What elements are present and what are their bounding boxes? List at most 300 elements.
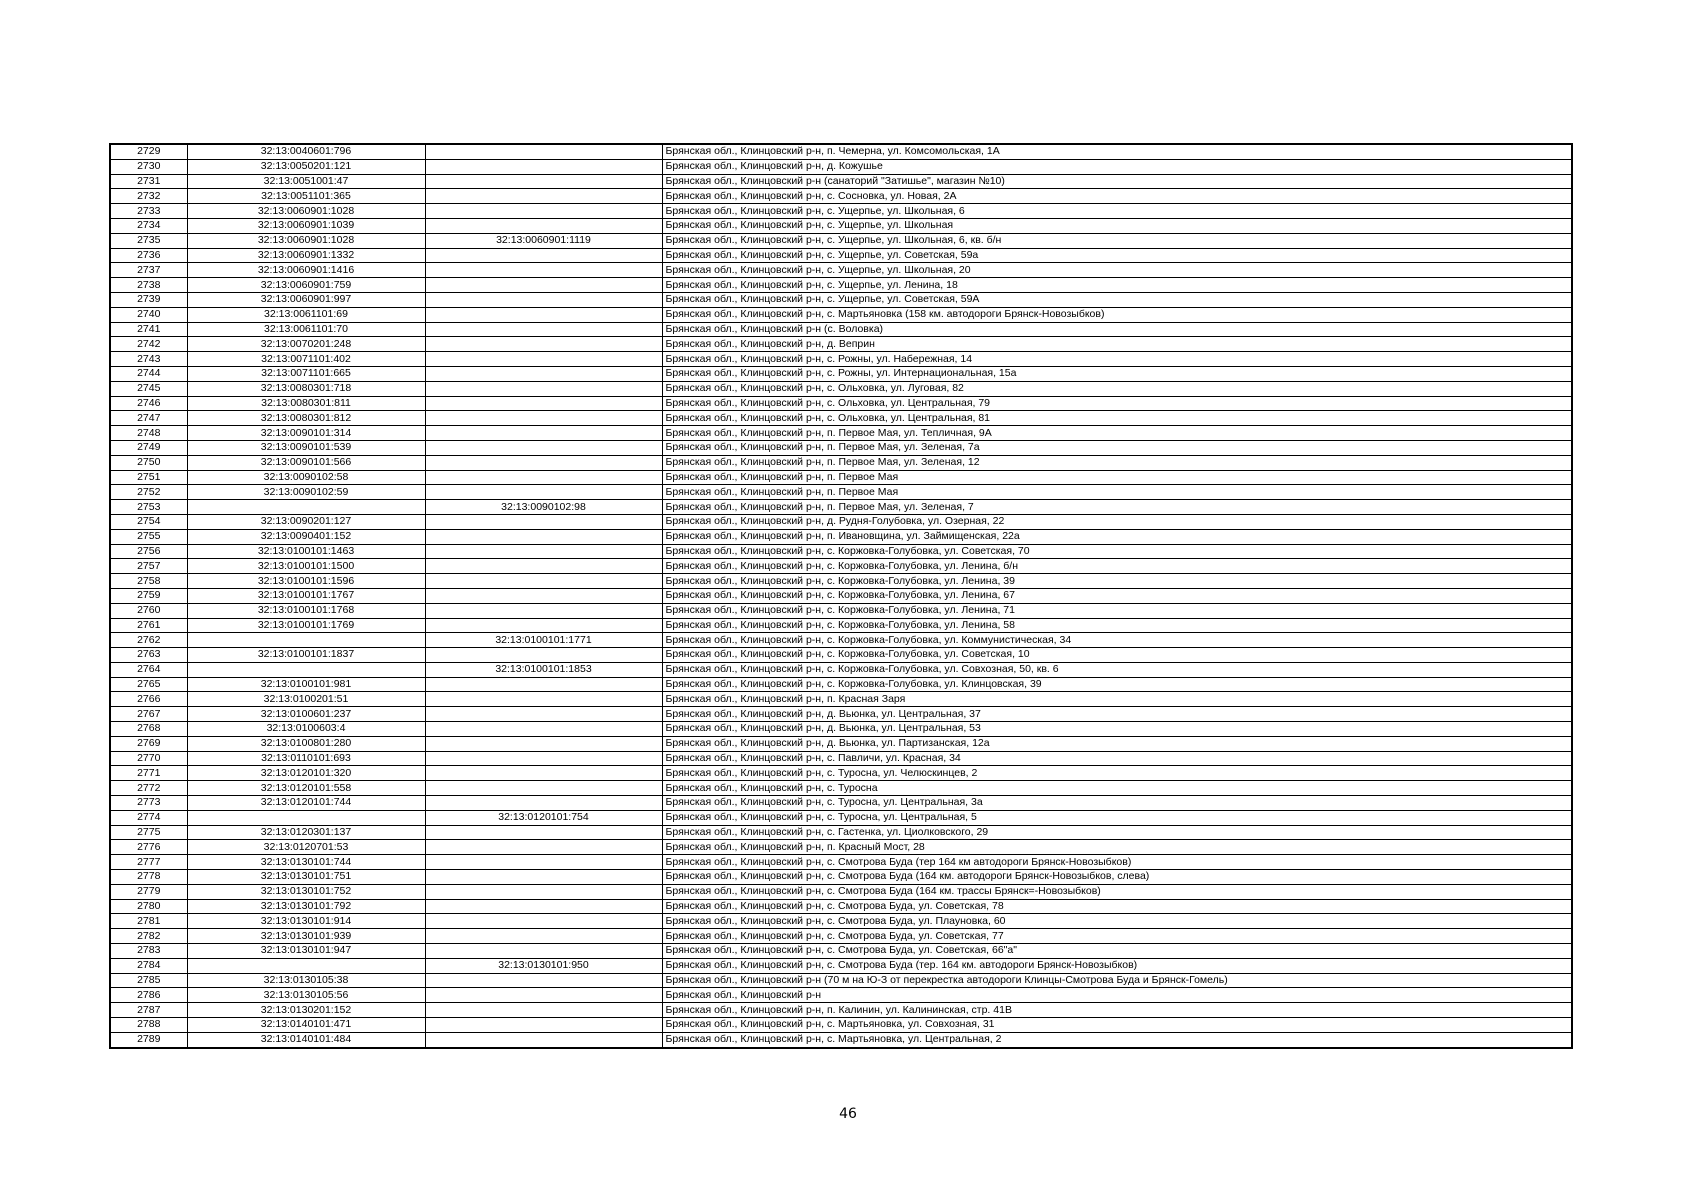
related-cadastral-number-cell: 32:13:0120101:754 xyxy=(425,810,662,825)
table-row xyxy=(110,263,1572,278)
table-row xyxy=(110,855,1572,870)
address-cell: Брянская обл., Клинцовский р-н, с. Коржовка-Голубовка, ул. Ленина, 58 xyxy=(662,618,1572,633)
row-number-cell: 2787 xyxy=(110,1003,187,1018)
address-cell: Брянская обл., Клинцовский р-н, п. Красный Мост, 28 xyxy=(662,840,1572,855)
row-number-cell: 2755 xyxy=(110,529,187,544)
cadastral-number-cell: 32:13:0051101:365 xyxy=(187,189,425,204)
related-cadastral-number-cell xyxy=(425,144,662,159)
table-row xyxy=(110,633,1572,648)
address-cell: Брянская обл., Клинцовский р-н, с. Смотрова Буда (164 км. автодороги Брянск-Новозыбков, слева) xyxy=(662,870,1572,885)
table-row xyxy=(110,870,1572,885)
row-number-cell: 2766 xyxy=(110,692,187,707)
row-number-cell: 2738 xyxy=(110,278,187,293)
row-number-cell: 2777 xyxy=(110,855,187,870)
row-number-cell: 2746 xyxy=(110,396,187,411)
related-cadastral-number-cell xyxy=(425,588,662,603)
row-number-cell: 2789 xyxy=(110,1032,187,1047)
row-number-cell: 2775 xyxy=(110,825,187,840)
cadastral-number-cell xyxy=(187,958,425,973)
cadastral-number-cell: 32:13:0070201:248 xyxy=(187,337,425,352)
related-cadastral-number-cell xyxy=(425,1018,662,1033)
address-cell: Брянская обл., Клинцовский р-н, с. Ущерпье, ул. Школьная, 6, кв. б/н xyxy=(662,233,1572,248)
cadastral-number-cell: 32:13:0060901:1039 xyxy=(187,218,425,233)
address-cell: Брянская обл., Клинцовский р-н, с. Коржовка-Голубовка, ул. Ленина, 39 xyxy=(662,574,1572,589)
row-number-cell: 2756 xyxy=(110,544,187,559)
table-row xyxy=(110,1003,1572,1018)
row-number-cell: 2754 xyxy=(110,514,187,529)
cadastral-number-cell: 32:13:0100101:1837 xyxy=(187,648,425,663)
row-number-cell: 2782 xyxy=(110,929,187,944)
address-cell: Брянская обл., Клинцовский р-н, с. Смотрова Буда, ул. Советская, 66"а" xyxy=(662,944,1572,959)
related-cadastral-number-cell xyxy=(425,337,662,352)
cadastral-number-cell: 32:13:0140101:471 xyxy=(187,1018,425,1033)
table-row xyxy=(110,899,1572,914)
cadastral-number-cell: 32:13:0100201:51 xyxy=(187,692,425,707)
related-cadastral-number-cell xyxy=(425,204,662,219)
related-cadastral-number-cell xyxy=(425,766,662,781)
table-row xyxy=(110,751,1572,766)
row-number-cell: 2785 xyxy=(110,973,187,988)
related-cadastral-number-cell xyxy=(425,189,662,204)
table-row xyxy=(110,337,1572,352)
table-row xyxy=(110,366,1572,381)
table-row xyxy=(110,278,1572,293)
table-row xyxy=(110,588,1572,603)
related-cadastral-number-cell xyxy=(425,840,662,855)
cadastral-number-cell: 32:13:0090101:314 xyxy=(187,426,425,441)
related-cadastral-number-cell xyxy=(425,914,662,929)
address-cell: Брянская обл., Клинцовский р-н, п. Первое Мая, ул. Зеленая, 7 xyxy=(662,500,1572,515)
row-number-cell: 2759 xyxy=(110,588,187,603)
address-cell: Брянская обл., Клинцовский р-н, с. Туросна xyxy=(662,781,1572,796)
row-number-cell: 2739 xyxy=(110,292,187,307)
address-cell: Брянская обл., Клинцовский р-н, с. Туросна, ул. Центральная, 3а xyxy=(662,796,1572,811)
address-cell: Брянская обл., Клинцовский р-н, с. Смотрова Буда (тер 164 км автодороги Брянск-Новозыбков) xyxy=(662,855,1572,870)
table-row xyxy=(110,470,1572,485)
table-row xyxy=(110,396,1572,411)
address-cell: Брянская обл., Клинцовский р-н, с. Павличи, ул. Красная, 34 xyxy=(662,751,1572,766)
address-cell: Брянская обл., Клинцовский р-н, с. Туросна, ул. Челюскинцев, 2 xyxy=(662,766,1572,781)
table-row xyxy=(110,1032,1572,1047)
row-number-cell: 2761 xyxy=(110,618,187,633)
cadastral-number-cell: 32:13:0130101:751 xyxy=(187,870,425,885)
row-number-cell: 2752 xyxy=(110,485,187,500)
address-cell: Брянская обл., Клинцовский р-н, с. Ущерпье, ул. Советская, 59а xyxy=(662,248,1572,263)
related-cadastral-number-cell xyxy=(425,352,662,367)
cadastral-number-cell: 32:13:0060901:1028 xyxy=(187,204,425,219)
row-number-cell: 2749 xyxy=(110,440,187,455)
row-number-cell: 2781 xyxy=(110,914,187,929)
address-cell: Брянская обл., Клинцовский р-н, п. Чемерна, ул. Комсомольская, 1А xyxy=(662,144,1572,159)
row-number-cell: 2729 xyxy=(110,144,187,159)
table-row xyxy=(110,411,1572,426)
row-number-cell: 2753 xyxy=(110,500,187,515)
address-cell: Брянская обл., Клинцовский р-н, с. Коржовка-Голубовка, ул. Ленина, 67 xyxy=(662,588,1572,603)
cadastral-number-cell: 32:13:0130101:792 xyxy=(187,899,425,914)
cadastral-number-cell: 32:13:0100101:1596 xyxy=(187,574,425,589)
related-cadastral-number-cell xyxy=(425,855,662,870)
table-row xyxy=(110,218,1572,233)
related-cadastral-number-cell xyxy=(425,796,662,811)
cadastral-number-cell: 32:13:0040601:796 xyxy=(187,144,425,159)
row-number-cell: 2733 xyxy=(110,204,187,219)
related-cadastral-number-cell: 32:13:0060901:1119 xyxy=(425,233,662,248)
cadastral-number-cell: 32:13:0090401:152 xyxy=(187,529,425,544)
related-cadastral-number-cell: 32:13:0100101:1771 xyxy=(425,633,662,648)
address-cell: Брянская обл., Клинцовский р-н, п. Первое Мая, ул. Зеленая, 12 xyxy=(662,455,1572,470)
related-cadastral-number-cell: 32:13:0100101:1853 xyxy=(425,662,662,677)
related-cadastral-number-cell xyxy=(425,1003,662,1018)
table-row xyxy=(110,810,1572,825)
row-number-cell: 2734 xyxy=(110,218,187,233)
table-row xyxy=(110,559,1572,574)
table-row xyxy=(110,1018,1572,1033)
cadastral-number-cell: 32:13:0090102:59 xyxy=(187,485,425,500)
table-row xyxy=(110,618,1572,633)
row-number-cell: 2776 xyxy=(110,840,187,855)
address-cell: Брянская обл., Клинцовский р-н, с. Коржовка-Голубовка, ул. Совхозная, 50, кв. 6 xyxy=(662,662,1572,677)
row-number-cell: 2780 xyxy=(110,899,187,914)
cadastral-number-cell: 32:13:0130201:152 xyxy=(187,1003,425,1018)
table-row xyxy=(110,426,1572,441)
table-row xyxy=(110,884,1572,899)
registry-table-body xyxy=(110,144,1572,1048)
cadastral-number-cell: 32:13:0100101:1767 xyxy=(187,588,425,603)
related-cadastral-number-cell xyxy=(425,218,662,233)
table-row xyxy=(110,574,1572,589)
table-row xyxy=(110,144,1572,159)
table-row xyxy=(110,692,1572,707)
table-row xyxy=(110,722,1572,737)
related-cadastral-number-cell xyxy=(425,677,662,692)
table-row xyxy=(110,159,1572,174)
address-cell: Брянская обл., Клинцовский р-н, д. Вьюнка, ул. Центральная, 53 xyxy=(662,722,1572,737)
cadastral-number-cell xyxy=(187,662,425,677)
address-cell: Брянская обл., Клинцовский р-н, с. Ольховка, ул. Центральная, 79 xyxy=(662,396,1572,411)
cadastral-number-cell: 32:13:0120701:53 xyxy=(187,840,425,855)
address-cell: Брянская обл., Клинцовский р-н xyxy=(662,988,1572,1003)
cadastral-number-cell: 32:13:0080301:812 xyxy=(187,411,425,426)
table-row xyxy=(110,840,1572,855)
row-number-cell: 2747 xyxy=(110,411,187,426)
cadastral-number-cell: 32:13:0140101:484 xyxy=(187,1032,425,1047)
related-cadastral-number-cell xyxy=(425,884,662,899)
page-number: 46 xyxy=(839,1106,857,1122)
related-cadastral-number-cell xyxy=(425,159,662,174)
table-row xyxy=(110,944,1572,959)
row-number-cell: 2731 xyxy=(110,174,187,189)
row-number-cell: 2751 xyxy=(110,470,187,485)
related-cadastral-number-cell xyxy=(425,722,662,737)
related-cadastral-number-cell xyxy=(425,603,662,618)
address-cell: Брянская обл., Клинцовский р-н, с. Коржовка-Голубовка, ул. Коммунистическая, 34 xyxy=(662,633,1572,648)
cadastral-number-cell: 32:13:0100601:237 xyxy=(187,707,425,722)
address-cell: Брянская обл., Клинцовский р-н, с. Коржовка-Голубовка, ул. Ленина, 71 xyxy=(662,603,1572,618)
cadastral-number-cell: 32:13:0130101:752 xyxy=(187,884,425,899)
related-cadastral-number-cell xyxy=(425,559,662,574)
table-row xyxy=(110,514,1572,529)
related-cadastral-number-cell xyxy=(425,929,662,944)
table-row xyxy=(110,929,1572,944)
related-cadastral-number-cell xyxy=(425,781,662,796)
table-row xyxy=(110,973,1572,988)
cadastral-number-cell: 32:13:0080301:811 xyxy=(187,396,425,411)
address-cell: Брянская обл., Клинцовский р-н, с. Коржовка-Голубовка, ул. Советская, 10 xyxy=(662,648,1572,663)
table-row xyxy=(110,736,1572,751)
related-cadastral-number-cell xyxy=(425,618,662,633)
row-number-cell: 2774 xyxy=(110,810,187,825)
row-number-cell: 2736 xyxy=(110,248,187,263)
related-cadastral-number-cell xyxy=(425,470,662,485)
cadastral-number-cell: 32:13:0090101:566 xyxy=(187,455,425,470)
address-cell: Брянская обл., Клинцовский р-н, п. Первое Мая, ул. Зеленая, 7а xyxy=(662,440,1572,455)
table-row xyxy=(110,500,1572,515)
address-cell: Брянская обл., Клинцовский р-н, д. Веприн xyxy=(662,337,1572,352)
address-cell: Брянская обл., Клинцовский р-н, с. Ущерпье, ул. Школьная, 20 xyxy=(662,263,1572,278)
address-cell: Брянская обл., Клинцовский р-н, с. Гастенка, ул. Циолковского, 29 xyxy=(662,825,1572,840)
related-cadastral-number-cell xyxy=(425,426,662,441)
cadastral-number-cell: 32:13:0130105:56 xyxy=(187,988,425,1003)
related-cadastral-number-cell: 32:13:0130101:950 xyxy=(425,958,662,973)
address-cell: Брянская обл., Клинцовский р-н, с. Смотрова Буда, ул. Плауновка, 60 xyxy=(662,914,1572,929)
address-cell: Брянская обл., Клинцовский р-н, п. Первое Мая xyxy=(662,470,1572,485)
cadastral-number-cell: 32:13:0100101:1500 xyxy=(187,559,425,574)
table-row xyxy=(110,381,1572,396)
related-cadastral-number-cell xyxy=(425,944,662,959)
related-cadastral-number-cell xyxy=(425,307,662,322)
row-number-cell: 2750 xyxy=(110,455,187,470)
address-cell: Брянская обл., Клинцовский р-н, п. Красная Заря xyxy=(662,692,1572,707)
table-row xyxy=(110,322,1572,337)
related-cadastral-number-cell xyxy=(425,263,662,278)
address-cell: Брянская обл., Клинцовский р-н, д. Кожушье xyxy=(662,159,1572,174)
cadastral-number-cell: 32:13:0100101:1463 xyxy=(187,544,425,559)
address-cell: Брянская обл., Клинцовский р-н, с. Смотрова Буда, ул. Советская, 77 xyxy=(662,929,1572,944)
cadastral-number-cell: 32:13:0060901:997 xyxy=(187,292,425,307)
related-cadastral-number-cell xyxy=(425,366,662,381)
cadastral-number-cell: 32:13:0071101:665 xyxy=(187,366,425,381)
address-cell: Брянская обл., Клинцовский р-н, д. Вьюнка, ул. Центральная, 37 xyxy=(662,707,1572,722)
cadastral-number-cell: 32:13:0100101:1768 xyxy=(187,603,425,618)
address-cell: Брянская обл., Клинцовский р-н (с. Воловка) xyxy=(662,322,1572,337)
table-row xyxy=(110,766,1572,781)
address-cell: Брянская обл., Клинцовский р-н, с. Рожны, ул. Набережная, 14 xyxy=(662,352,1572,367)
cadastral-number-cell: 32:13:0130101:744 xyxy=(187,855,425,870)
related-cadastral-number-cell xyxy=(425,485,662,500)
address-cell: Брянская обл., Клинцовский р-н, с. Ольховка, ул. Луговая, 82 xyxy=(662,381,1572,396)
address-cell: Брянская обл., Клинцовский р-н, д. Рудня-Голубовка, ул. Озерная, 22 xyxy=(662,514,1572,529)
address-cell: Брянская обл., Клинцовский р-н, с. Мартьяновка, ул. Совхозная, 31 xyxy=(662,1018,1572,1033)
related-cadastral-number-cell xyxy=(425,440,662,455)
row-number-cell: 2768 xyxy=(110,722,187,737)
related-cadastral-number-cell xyxy=(425,292,662,307)
related-cadastral-number-cell xyxy=(425,973,662,988)
address-cell: Брянская обл., Клинцовский р-н, п. Первое Мая xyxy=(662,485,1572,500)
address-cell: Брянская обл., Клинцовский р-н, с. Смотрова Буда (164 км. трассы Брянск=-Новозыбков) xyxy=(662,884,1572,899)
cadastral-number-cell: 32:13:0110101:693 xyxy=(187,751,425,766)
address-cell: Брянская обл., Клинцовский р-н, с. Смотрова Буда (тер. 164 км. автодороги Брянск-Новозыбков) xyxy=(662,958,1572,973)
row-number-cell: 2740 xyxy=(110,307,187,322)
cadastral-number-cell: 32:13:0061101:69 xyxy=(187,307,425,322)
row-number-cell: 2764 xyxy=(110,662,187,677)
row-number-cell: 2748 xyxy=(110,426,187,441)
row-number-cell: 2735 xyxy=(110,233,187,248)
related-cadastral-number-cell xyxy=(425,455,662,470)
cadastral-number-cell: 32:13:0071101:402 xyxy=(187,352,425,367)
cadastral-number-cell: 32:13:0051001:47 xyxy=(187,174,425,189)
address-cell: Брянская обл., Клинцовский р-н, с. Туросна, ул. Центральная, 5 xyxy=(662,810,1572,825)
address-cell: Брянская обл., Клинцовский р-н, п. Первое Мая, ул. Тепличная, 9А xyxy=(662,426,1572,441)
address-cell: Брянская обл., Клинцовский р-н (санаторий "Затишье", магазин №10) xyxy=(662,174,1572,189)
table-row xyxy=(110,662,1572,677)
address-cell: Брянская обл., Клинцовский р-н, п. Калинин, ул. Калининская, стр. 41В xyxy=(662,1003,1572,1018)
table-row xyxy=(110,988,1572,1003)
row-number-cell: 2760 xyxy=(110,603,187,618)
address-cell: Брянская обл., Клинцовский р-н, с. Коржовка-Голубовка, ул. Советская, 70 xyxy=(662,544,1572,559)
cadastral-number-cell: 32:13:0090102:58 xyxy=(187,470,425,485)
table-row xyxy=(110,796,1572,811)
table-row xyxy=(110,248,1572,263)
address-cell: Брянская обл., Клинцовский р-н, с. Ольховка, ул. Центральная, 81 xyxy=(662,411,1572,426)
address-cell: Брянская обл., Клинцовский р-н, с. Рожны, ул. Интернациональная, 15а xyxy=(662,366,1572,381)
cadastral-number-cell: 32:13:0100801:280 xyxy=(187,736,425,751)
address-cell: Брянская обл., Клинцовский р-н, с. Мартьяновка (158 км. автодороги Брянск-Новозыбков) xyxy=(662,307,1572,322)
address-cell: Брянская обл., Клинцовский р-н, с. Ущерпье, ул. Школьная, 6 xyxy=(662,204,1572,219)
table-row xyxy=(110,204,1572,219)
table-row xyxy=(110,648,1572,663)
cadastral-number-cell xyxy=(187,500,425,515)
address-cell: Брянская обл., Клинцовский р-н, с. Ущерпье, ул. Советская, 59А xyxy=(662,292,1572,307)
related-cadastral-number-cell xyxy=(425,574,662,589)
table-row xyxy=(110,307,1572,322)
cadastral-number-cell: 32:13:0130101:939 xyxy=(187,929,425,944)
row-number-cell: 2743 xyxy=(110,352,187,367)
table-row xyxy=(110,781,1572,796)
row-number-cell: 2742 xyxy=(110,337,187,352)
cadastral-number-cell: 32:13:0060901:1416 xyxy=(187,263,425,278)
related-cadastral-number-cell xyxy=(425,514,662,529)
related-cadastral-number-cell xyxy=(425,988,662,1003)
table-row xyxy=(110,677,1572,692)
row-number-cell: 2763 xyxy=(110,648,187,663)
cadastral-number-cell: 32:13:0130105:38 xyxy=(187,973,425,988)
related-cadastral-number-cell xyxy=(425,396,662,411)
row-number-cell: 2762 xyxy=(110,633,187,648)
row-number-cell: 2769 xyxy=(110,736,187,751)
table-row xyxy=(110,174,1572,189)
address-cell: Брянская обл., Клинцовский р-н, с. Мартьяновка, ул. Центральная, 2 xyxy=(662,1032,1572,1047)
row-number-cell: 2730 xyxy=(110,159,187,174)
row-number-cell: 2745 xyxy=(110,381,187,396)
related-cadastral-number-cell xyxy=(425,411,662,426)
row-number-cell: 2741 xyxy=(110,322,187,337)
row-number-cell: 2786 xyxy=(110,988,187,1003)
cadastral-number-cell: 32:13:0100101:1769 xyxy=(187,618,425,633)
row-number-cell: 2758 xyxy=(110,574,187,589)
row-number-cell: 2783 xyxy=(110,944,187,959)
related-cadastral-number-cell xyxy=(425,736,662,751)
address-cell: Брянская обл., Клинцовский р-н, с. Ущерпье, ул. Школьная xyxy=(662,218,1572,233)
row-number-cell: 2732 xyxy=(110,189,187,204)
table-row xyxy=(110,292,1572,307)
cadastral-number-cell: 32:13:0100101:981 xyxy=(187,677,425,692)
related-cadastral-number-cell xyxy=(425,648,662,663)
table-row xyxy=(110,914,1572,929)
row-number-cell: 2779 xyxy=(110,884,187,899)
row-number-cell: 2757 xyxy=(110,559,187,574)
cadastral-number-cell: 32:13:0060901:1028 xyxy=(187,233,425,248)
related-cadastral-number-cell xyxy=(425,322,662,337)
related-cadastral-number-cell xyxy=(425,707,662,722)
related-cadastral-number-cell xyxy=(425,278,662,293)
registry-table xyxy=(109,143,1573,1049)
row-number-cell: 2773 xyxy=(110,796,187,811)
address-cell: Брянская обл., Клинцовский р-н, п. Ивановщина, ул. Займищенская, 22а xyxy=(662,529,1572,544)
row-number-cell: 2737 xyxy=(110,263,187,278)
cadastral-number-cell: 32:13:0130101:914 xyxy=(187,914,425,929)
related-cadastral-number-cell xyxy=(425,692,662,707)
related-cadastral-number-cell xyxy=(425,248,662,263)
related-cadastral-number-cell xyxy=(425,870,662,885)
table-row xyxy=(110,958,1572,973)
related-cadastral-number-cell: 32:13:0090102:98 xyxy=(425,500,662,515)
cadastral-number-cell: 32:13:0100603:4 xyxy=(187,722,425,737)
row-number-cell: 2765 xyxy=(110,677,187,692)
row-number-cell: 2770 xyxy=(110,751,187,766)
cadastral-number-cell: 32:13:0120101:320 xyxy=(187,766,425,781)
address-cell: Брянская обл., Клинцовский р-н, с. Сосновка, ул. Новая, 2А xyxy=(662,189,1572,204)
related-cadastral-number-cell xyxy=(425,1032,662,1047)
row-number-cell: 2772 xyxy=(110,781,187,796)
related-cadastral-number-cell xyxy=(425,544,662,559)
address-cell: Брянская обл., Клинцовский р-н, д. Вьюнка, ул. Партизанская, 12а xyxy=(662,736,1572,751)
cadastral-number-cell: 32:13:0120101:558 xyxy=(187,781,425,796)
table-row xyxy=(110,603,1572,618)
related-cadastral-number-cell xyxy=(425,529,662,544)
cadastral-number-cell: 32:13:0090101:539 xyxy=(187,440,425,455)
row-number-cell: 2778 xyxy=(110,870,187,885)
address-cell: Брянская обл., Клинцовский р-н, с. Ущерпье, ул. Ленина, 18 xyxy=(662,278,1572,293)
cadastral-number-cell: 32:13:0090201:127 xyxy=(187,514,425,529)
related-cadastral-number-cell xyxy=(425,899,662,914)
cadastral-number-cell: 32:13:0050201:121 xyxy=(187,159,425,174)
table-row xyxy=(110,233,1572,248)
cadastral-number-cell: 32:13:0120301:137 xyxy=(187,825,425,840)
row-number-cell: 2788 xyxy=(110,1018,187,1033)
address-cell: Брянская обл., Клинцовский р-н, с. Смотрова Буда, ул. Советская, 78 xyxy=(662,899,1572,914)
cadastral-number-cell xyxy=(187,810,425,825)
address-cell: Брянская обл., Клинцовский р-н (70 м на Ю-З от перекрестка автодороги Клинцы-Смотрова Буда и Брянск-Гомель) xyxy=(662,973,1572,988)
table-row xyxy=(110,189,1572,204)
table-row xyxy=(110,352,1572,367)
table-row xyxy=(110,707,1572,722)
address-cell: Брянская обл., Клинцовский р-н, с. Коржовка-Голубовка, ул. Ленина, б/н xyxy=(662,559,1572,574)
related-cadastral-number-cell xyxy=(425,751,662,766)
cadastral-number-cell: 32:13:0060901:1332 xyxy=(187,248,425,263)
related-cadastral-number-cell xyxy=(425,381,662,396)
related-cadastral-number-cell xyxy=(425,825,662,840)
cadastral-number-cell: 32:13:0061101:70 xyxy=(187,322,425,337)
cadastral-number-cell xyxy=(187,633,425,648)
table-row xyxy=(110,485,1572,500)
address-cell: Брянская обл., Клинцовский р-н, с. Коржовка-Голубовка, ул. Клинцовская, 39 xyxy=(662,677,1572,692)
row-number-cell: 2767 xyxy=(110,707,187,722)
related-cadastral-number-cell xyxy=(425,174,662,189)
cadastral-number-cell: 32:13:0120101:744 xyxy=(187,796,425,811)
table-row xyxy=(110,529,1572,544)
table-row xyxy=(110,440,1572,455)
row-number-cell: 2784 xyxy=(110,958,187,973)
